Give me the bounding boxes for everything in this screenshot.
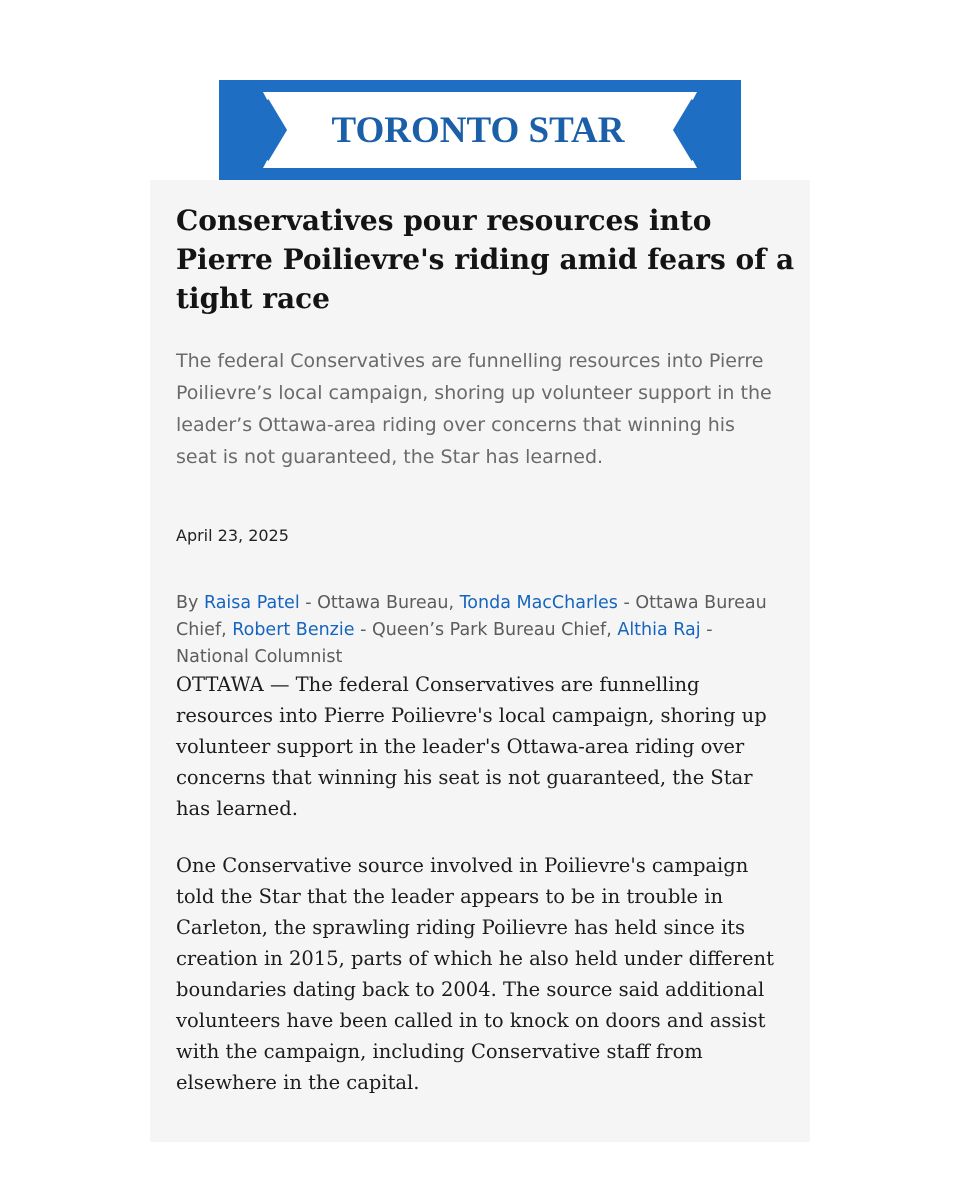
- byline: [176, 590, 776, 671]
- author-role: - Queen’s Park Bureau Chief,: [354, 620, 618, 640]
- author-role: - Ottawa Bureau Chief,: [176, 593, 767, 640]
- author-link-raisa-patel[interactable]: Raisa Patel: [203, 593, 300, 613]
- author-link-robert-benzie[interactable]: Robert Benzie: [232, 620, 355, 640]
- body-paragraph: One Conservative source involved in Poilievre's campaign told the Star that the leader appears to be in trouble in Carleton, the sprawling riding Poilievre has held since its creation in 2015, parts of which he also held under different boundaries dating back to 2004. The source said additional volunteers have been called in to knock on doors and assist with the campaign, including Conservative staff from elsewhere in the capital.: [176, 854, 774, 1094]
- author-role: - Ottawa Bureau,: [299, 593, 460, 613]
- article-headline: Conservatives pour resources into Pierre Poilievre's riding amid fears of a tight race: [176, 204, 795, 315]
- masthead-title: TORONTO STAR: [331, 110, 625, 151]
- byline-prefix: By: [176, 593, 204, 613]
- body-paragraph: OTTAWA — The federal Conservatives are funnelling resources into Pierre Poilievre's local campaign, shoring up volunteer support in the leader's Ottawa-area riding over concerns that winning his seat is not guaranteed, the Star has learned.: [176, 673, 767, 820]
- article-summary: The federal Conservatives are funnelling resources into Pierre Poilievre’s local campaign, shoring up volunteer support in the leader’s Ottawa-area riding over concerns that winning his seat is not guaranteed, the Star has learned.: [176, 350, 772, 468]
- author-link-althia-raj[interactable]: Althia Raj: [617, 620, 701, 640]
- masthead-logo[interactable]: [219, 80, 741, 180]
- author-role: - National Columnist: [176, 620, 713, 667]
- author-link-tonda-maccharles[interactable]: Tonda MacCharles: [459, 593, 618, 613]
- publish-date: April 23, 2025: [176, 526, 289, 545]
